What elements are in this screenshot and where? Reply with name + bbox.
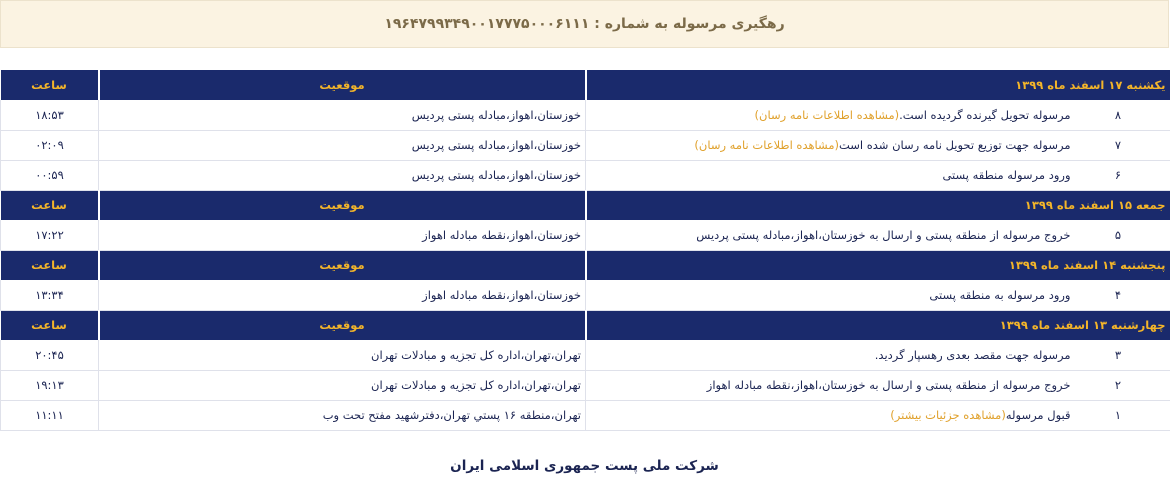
tracking-table bbox=[0, 70, 1170, 431]
event-time: ۱۱:۱۱ bbox=[1, 400, 99, 430]
event-location: خوزستان،اهواز،مبادله پستی پردیس bbox=[99, 130, 586, 160]
day-date: پنجشنبه ۱۴ اسفند ماه ۱۳۹۹ bbox=[586, 250, 1170, 280]
tracking-header bbox=[0, 0, 1169, 48]
footer-company-name: شرکت ملی پست جمهوری اسلامی ایران bbox=[450, 458, 719, 474]
event-description: ورود مرسوله به منطقه پستی bbox=[929, 287, 1071, 302]
day-header-row bbox=[1, 250, 1170, 280]
event-row bbox=[1, 130, 1170, 160]
location-column-header: موقعیت bbox=[99, 250, 586, 280]
time-column-header: ساعت bbox=[1, 310, 99, 340]
event-location: خوزستان،اهواز،مبادله پستی پردیس bbox=[99, 100, 586, 130]
event-number: ۵ bbox=[1114, 227, 1122, 242]
location-column-header: موقعیت bbox=[99, 190, 586, 220]
location-column-header: موقعیت bbox=[99, 70, 586, 100]
view-courier-info-link[interactable]: (مشاهده اطلاعات نامه رسان) bbox=[694, 138, 839, 152]
event-time: ۱۹:۱۳ bbox=[1, 370, 99, 400]
day-date: یکشنبه ۱۷ اسفند ماه ۱۳۹۹ bbox=[586, 70, 1170, 100]
event-location: تهران،تهران،اداره کل تجزیه و مبادلات تهران bbox=[99, 370, 586, 400]
event-row bbox=[1, 160, 1170, 190]
event-number: ۳ bbox=[1114, 347, 1122, 362]
time-column-header: ساعت bbox=[1, 250, 99, 280]
view-more-details-link[interactable]: (مشاهده جزئیات بیشتر) bbox=[890, 408, 1006, 422]
time-column-header: ساعت bbox=[1, 190, 99, 220]
event-description: ورود مرسوله منطقه پستی bbox=[942, 168, 1071, 182]
event-description: مرسوله جهت مقصد بعدی رهسپار گردید. bbox=[874, 347, 1071, 362]
day-header-row bbox=[1, 190, 1170, 220]
event-number: ۱ bbox=[1114, 408, 1122, 422]
view-courier-info-link[interactable]: (مشاهده اطلاعات نامه رسان) bbox=[754, 107, 900, 122]
event-time: ۰۲:۰۹ bbox=[1, 130, 99, 160]
event-description-cell bbox=[586, 220, 1170, 250]
event-location: تهران،منطقه ۱۶ پستي تهران،دفترشهید مفتح تحت وب bbox=[99, 400, 586, 430]
event-time: ۱۳:۳۴ bbox=[1, 280, 99, 310]
event-number: ۴ bbox=[1114, 287, 1122, 302]
event-row bbox=[1, 340, 1170, 370]
event-number: ۷ bbox=[1114, 138, 1122, 152]
event-row bbox=[1, 370, 1170, 400]
location-column-header: موقعیت bbox=[99, 310, 586, 340]
day-date: چهارشنبه ۱۳ اسفند ماه ۱۳۹۹ bbox=[586, 310, 1170, 340]
time-column-header: ساعت bbox=[1, 70, 99, 100]
event-location: خوزستان،اهواز،نقطه مبادله اهواز bbox=[99, 280, 586, 310]
event-description: خروج مرسوله از منطقه پستی و ارسال به خوزستان،اهواز،مبادله پستی پردیس bbox=[696, 227, 1071, 242]
day-header-row bbox=[1, 70, 1170, 100]
day-header-row bbox=[1, 310, 1170, 340]
day-date: جمعه ۱۵ اسفند ماه ۱۳۹۹ bbox=[586, 190, 1170, 220]
event-location: تهران،تهران،اداره کل تجزیه و مبادلات تهران bbox=[99, 340, 586, 370]
event-row bbox=[1, 400, 1170, 430]
event-description: خروج مرسوله از منطقه پستی و ارسال به خوزستان،اهواز،نقطه مبادله اهواز bbox=[706, 378, 1071, 392]
event-time: ۱۷:۲۲ bbox=[1, 220, 99, 250]
event-description: قبول مرسوله bbox=[1005, 408, 1071, 422]
event-time: ۰۰:۵۹ bbox=[1, 160, 99, 190]
event-description-cell bbox=[586, 340, 1170, 370]
event-row bbox=[1, 280, 1170, 310]
event-number: ۸ bbox=[1114, 107, 1122, 122]
event-time: ۱۸:۵۳ bbox=[1, 100, 99, 130]
event-number: ۶ bbox=[1114, 168, 1122, 182]
event-row bbox=[1, 220, 1170, 250]
event-description-cell bbox=[586, 160, 1170, 190]
event-description: مرسوله جهت توزیع تحویل نامه رسان شده است bbox=[838, 138, 1071, 152]
event-description-cell bbox=[586, 130, 1170, 160]
event-description-cell bbox=[586, 370, 1170, 400]
event-description-cell bbox=[586, 100, 1170, 130]
event-description-cell bbox=[586, 400, 1170, 430]
event-location: خوزستان،اهواز،مبادله پستی پردیس bbox=[99, 160, 586, 190]
tracking-title: رهگیری مرسوله به شماره : ۱۹۶۴۷۹۹۳۴۹۰۰۱۷۷۷۵۰۰۰۶۱۱۱ bbox=[384, 16, 785, 32]
event-number: ۲ bbox=[1114, 378, 1122, 392]
event-location: خوزستان،اهواز،نقطه مبادله اهواز bbox=[99, 220, 586, 250]
event-description-cell bbox=[586, 280, 1170, 310]
event-row bbox=[1, 100, 1170, 130]
event-time: ۲۰:۴۵ bbox=[1, 340, 99, 370]
event-description: مرسوله تحویل گیرنده گردیده است. bbox=[899, 107, 1071, 122]
